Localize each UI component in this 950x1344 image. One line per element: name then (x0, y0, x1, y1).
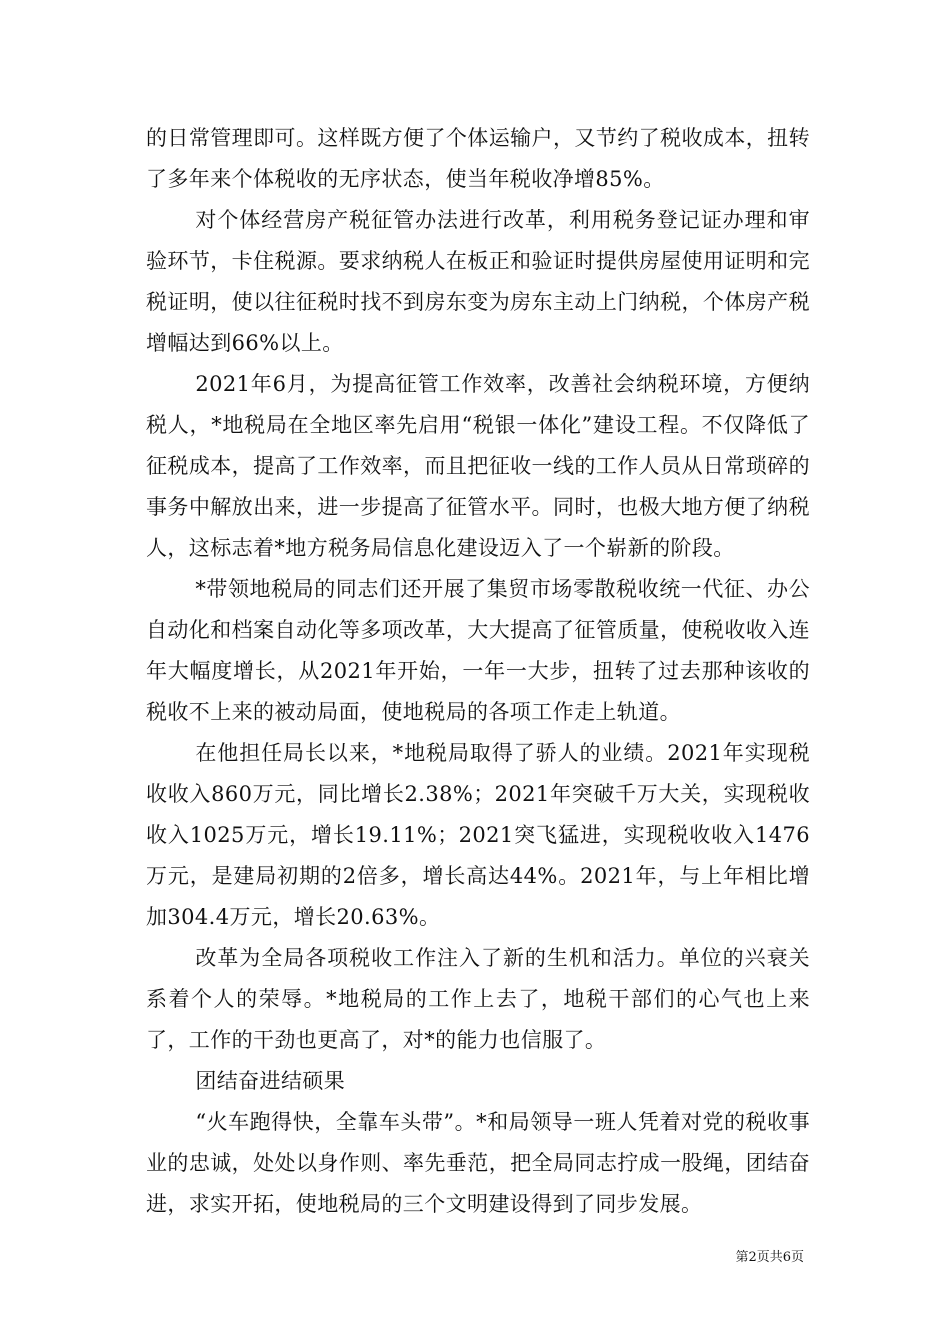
page-number: 第2页共6页 (735, 1250, 804, 1265)
document-body (146, 118, 810, 1225)
paragraph-leadership: “火车跑得快，全靠车头带”。*和局领导一班人凭着对党的税收事业的忠诚，处处以身作则、率先垂范，把全局同志拧成一股绳，团结奋进，求实开拓，使地税局的三个文明建设得到了同步发展。 (146, 1110, 810, 1216)
paragraph-continuation: 的日常管理即可。这样既方便了个体运输户，又节约了税收成本，扭转了多年来个体税收的无序状态，使当年税收净增85%。 (146, 126, 810, 191)
section-heading: 团结奋进结硕果 (195, 1069, 346, 1093)
paragraph-reforms: *带领地税局的同志们还开展了集贸市场零散税收统一代征、办公自动化和档案自动化等多项改革，大大提高了征管质量，使税收收入连年大幅度增长，从2021年开始，一年一大步，扭转了过去那种该收的税收不上来的被动局面，使地税局的各项工作走上轨道。 (146, 577, 810, 724)
paragraph-tax-bank-integration: 2021年6月，为提高征管工作效率，改善社会纳税环境，方便纳税人，*地税局在全地区率先启用“税银一体化”建设工程。不仅降低了征税成本，提高了工作效率，而且把征收一线的工作人员从日常琐碎的事务中解放出来，进一步提高了征管水平。同时，也极大地方便了纳税人，这标志着*地方税务局信息化建设迈入了一个崭新的阶段。 (146, 372, 810, 560)
paragraph-vitality: 改革为全局各项税收工作注入了新的生机和活力。单位的兴衰关系着个人的荣辱。*地税局的工作上去了，地税干部们的心气也上来了，工作的干劲也更高了，对*的能力也信服了。 (146, 946, 810, 1052)
paragraph-property-tax: 对个体经营房产税征管办法进行改革，利用税务登记证办理和审验环节，卡住税源。要求纳税人在板正和验证时提供房屋使用证明和完税证明，使以往征税时找不到房东变为房东主动上门纳税，个体房产税增幅达到66%以上。 (146, 208, 810, 355)
paragraph-achievements: 在他担任局长以来，*地税局取得了骄人的业绩。2021年实现税收收入860万元，同比增长2.38%；2021年突破千万大关，实现税收收入1025万元，增长19.11%；2021突飞猛进，实现税收收入1476万元，是建局初期的2倍多，增长高达44%。2021年，与上年相比增加304.4万元，增长20.63%。 (146, 741, 810, 929)
